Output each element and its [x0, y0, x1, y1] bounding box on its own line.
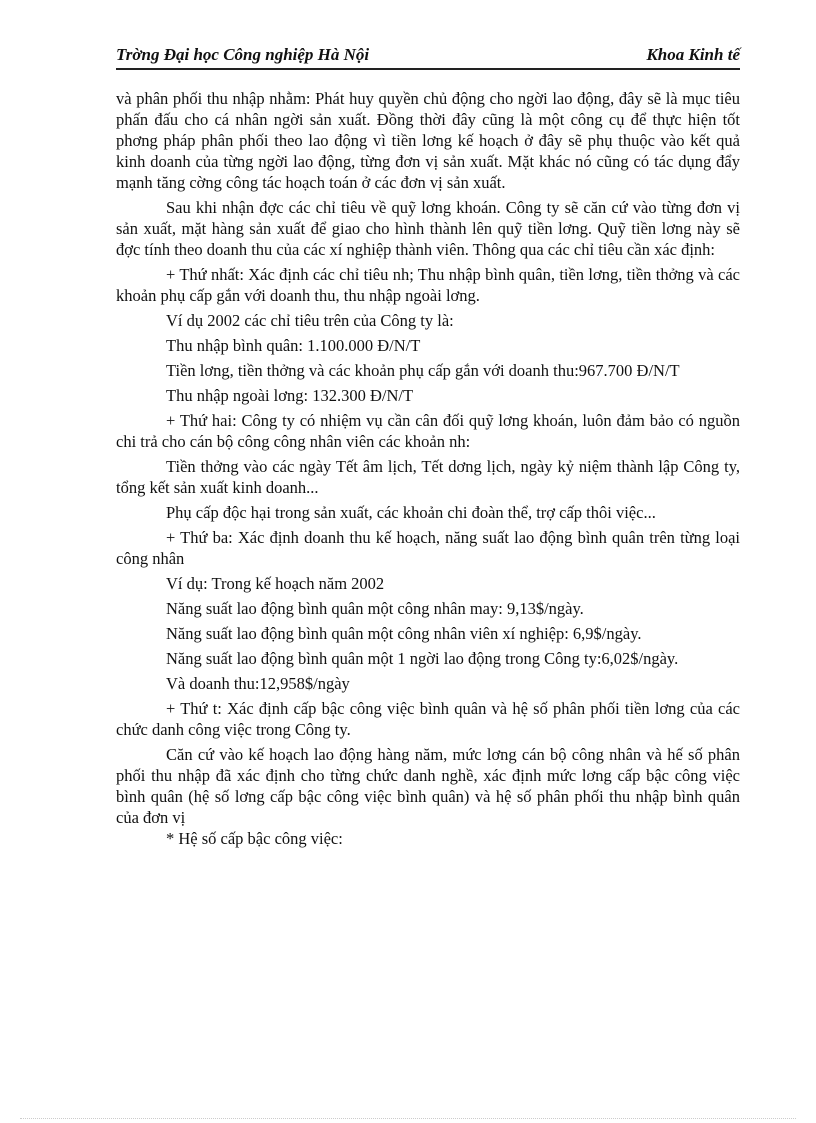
- document-body: [116, 88, 740, 853]
- paragraph-7: Thu nhập ngoài lơng: 132.300 Đ/N/T: [166, 386, 414, 405]
- paragraph-14: Năng suất lao động bình quân một công nhân viên xí nghiệp: 6,9$/ngày.: [166, 624, 642, 643]
- page-header: [116, 44, 740, 70]
- paragraph-16: Và doanh thu:12,958$/ngày: [166, 674, 350, 693]
- paragraph-5: Thu nhập bình quân: 1.100.000 Đ/N/T: [166, 336, 421, 355]
- paragraph-10: Phụ cấp độc hại trong sản xuất, các khoản chi đoàn thể, trợ cấp thôi việc...: [166, 503, 656, 522]
- page-bottom-divider: [20, 1118, 796, 1119]
- paragraph-3: + Thứ nhất: Xác định các chỉ tiêu nh; Thu nhập bình quân, tiền lơng, tiền thởng và các khoản phụ cấp gắn với doanh thu, thu nhập ngoài lơng.: [116, 265, 740, 305]
- paragraph-2: Sau khi nhận đợc các chỉ tiêu về quỹ lơng khoán. Công ty sẽ căn cứ vào từng đơn vị sản xuất, mặt hàng sản xuất để giao cho hình thành lên quỹ tiền lơng. Quỹ tiền lơng này sẽ đợc tính theo doanh thu của các xí nghiệp thành viên. Thông qua các chỉ tiêu cần xác định:: [116, 198, 740, 259]
- paragraph-4: Ví dụ 2002 các chỉ tiêu trên của Công ty là:: [166, 311, 454, 330]
- paragraph-6: Tiền lơng, tiền thởng và các khoản phụ cấp gắn với doanh thu:967.700 Đ/N/T: [166, 361, 680, 380]
- paragraph-17: + Thứ t: Xác định cấp bậc công việc bình quân và hệ số phân phối tiền lơng của các chức danh công việc trong Công ty.: [116, 699, 740, 739]
- paragraph-18: Căn cứ vào kế hoạch lao động hàng năm, mức lơng cán bộ công nhân và hế số phân phối thu nhập đã xác định cho từng chức danh nghề, xác định mức lơng cấp bậc công việc bình quân (hệ số lơng cấp bậc công việc bình quân) và hệ số phân phối thu nhập bình quân của đơn vị: [116, 745, 740, 827]
- header-faculty-name: Khoa Kinh tế: [646, 45, 740, 64]
- paragraph-15: Năng suất lao động bình quân một 1 ngời lao động trong Công ty:6,02$/ngày.: [166, 649, 679, 668]
- paragraph-13: Năng suất lao động bình quân một công nhân may: 9,13$/ngày.: [166, 599, 584, 618]
- paragraph-12: Ví dụ: Trong kế hoạch năm 2002: [166, 574, 385, 593]
- header-school-name: Trờng Đại học Công nghiệp Hà Nội: [116, 45, 370, 64]
- paragraph-8: + Thứ hai: Công ty có nhiệm vụ cần cân đối quỹ lơng khoán, luôn đảm bảo có nguồn chi trả cho cán bộ công công nhân viên các khoản nh:: [116, 411, 740, 451]
- paragraph-9: Tiền thởng vào các ngày Tết âm lịch, Tết dơng lịch, ngày kỷ niệm thành lập Công ty, tổng kết sản xuất kinh doanh...: [116, 457, 740, 497]
- paragraph-11: + Thứ ba: Xác định doanh thu kế hoạch, năng suất lao động bình quân trên từng loại công nhân: [116, 528, 740, 568]
- paragraph-1: và phân phối thu nhập nhằm: Phát huy quyền chủ động cho ngời lao động, đây sẽ là mục tiêu phấn đấu cho cá nhân ngời sản xuất. Đồng thời đây cũng là một công cụ để thực hiện tốt phơng pháp phân phối theo lao động vì tiền lơng kế hoạch ở đây sẽ phụ thuộc vào kết quả kinh doanh của từng ngời lao động, từng đơn vị sản xuất. Mặt khác nó cũng có tác dụng đẩy mạnh tăng cờng công tác hoạch toán ở các đơn vị sản xuất.: [116, 89, 740, 192]
- paragraph-19: * Hệ số cấp bậc công việc:: [166, 829, 343, 848]
